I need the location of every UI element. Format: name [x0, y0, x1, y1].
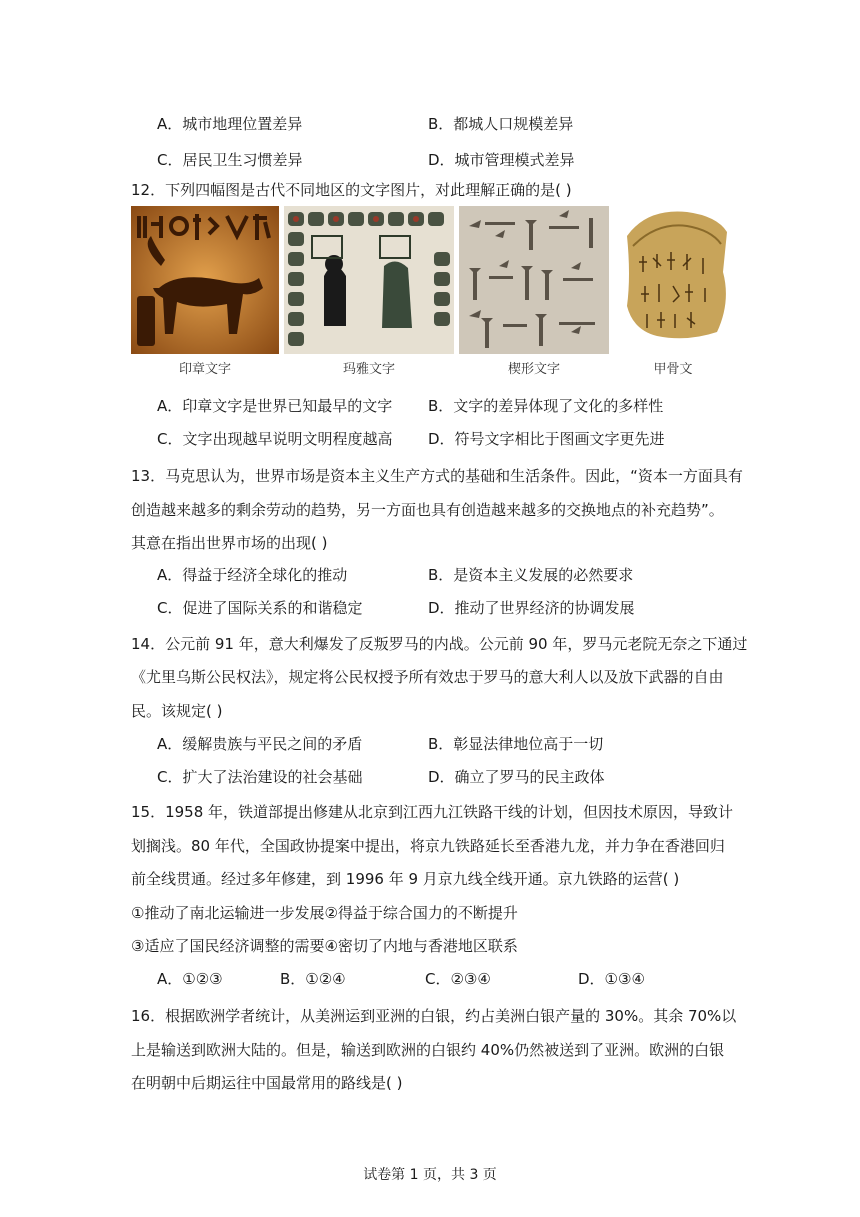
q15-option-a: A．①②③ [157, 970, 223, 988]
q12-option-b: B．文字的差异体现了文化的多样性 [428, 397, 664, 415]
q12-caption-4: 甲骨文 [653, 362, 693, 377]
q13-line-1: 13．马克思认为，世界市场是资本主义生产方式的基础和生活条件。因此，“资本一方面具有 [131, 467, 743, 485]
q12-stem: 12．下列四幅图是古代不同地区的文字图片，对此理解正确的是( ) [131, 181, 572, 199]
q16-line-3: 在明朝中后期运往中国最常用的路线是( ) [131, 1074, 403, 1092]
q11-option-a: A．城市地理位置差异 [157, 115, 303, 133]
q15-line-1: 15．1958 年，铁道部提出修建从北京到江西九江铁路干线的计划，但因技术原因，导致计 [131, 803, 734, 821]
page-footer: 试卷第 1 页，共 3 页 [363, 1167, 497, 1183]
cuneiform-image [459, 206, 609, 354]
q13-option-d: D．推动了世界经济的协调发展 [428, 599, 635, 617]
q12-option-a: A．印章文字是世界已知最早的文字 [157, 397, 393, 415]
q15-line-3: 前全线贯通。经过多年修建，到 1996 年 9 月京九线全线开通。京九铁路的运营( ) [131, 870, 680, 888]
q13-line-3: 其意在指出世界市场的出现( ) [131, 534, 328, 552]
maya-script-image [284, 206, 454, 354]
q14-option-a: A．缓解贵族与平民之间的矛盾 [157, 735, 363, 753]
q14-option-b: B．彰显法律地位高于一切 [428, 735, 604, 753]
q13-line-2: 创造越来越多的剩余劳动的趋势，另一方面也具有创造越来越多的交换地点的补充趋势”。 [131, 501, 724, 519]
q12-caption-2: 玛雅文字 [342, 362, 395, 377]
q12-caption-1: 印章文字 [178, 362, 231, 377]
q14-line-3: 民。该规定( ) [131, 702, 223, 720]
q14-option-c: C．扩大了法治建设的社会基础 [157, 768, 363, 786]
q14-line-2: 《尤里乌斯公民权法》，规定将公民权授予所有效忠于罗马的意大利人以及放下武器的自由 [131, 668, 724, 686]
q12-option-c: C．文字出现越早说明文明程度越高 [157, 430, 393, 448]
q13-option-a: A．得益于经济全球化的推动 [157, 566, 348, 584]
q15-statement-1: ①推动了南北运输进一步发展②得益于综合国力的不断提升 [131, 904, 518, 922]
q15-option-b: B．①②④ [280, 970, 346, 988]
seal-script-image [131, 206, 279, 354]
q11-option-d: D．城市管理模式差异 [428, 151, 575, 169]
q12-option-d: D．符号文字相比于图画文字更先进 [428, 430, 665, 448]
q13-option-b: B．是资本主义发展的必然要求 [428, 566, 634, 584]
q13-option-c: C．促进了国际关系的和谐稳定 [157, 599, 363, 617]
q12-image-row [131, 206, 733, 378]
q16-line-1: 16．根据欧洲学者统计，从美洲运到亚洲的白银，约占美洲白银产量的 30%。其余 70%以 [131, 1007, 737, 1025]
q11-option-c: C．居民卫生习惯差异 [157, 151, 303, 169]
q12-caption-3: 楔形文字 [507, 362, 560, 377]
q15-line-2: 划搁浅。80 年代，全国政协提案中提出，将京九铁路延长至香港九龙，并力争在香港回归 [131, 837, 725, 855]
q14-line-1: 14．公元前 91 年，意大利爆发了反叛罗马的内战。公元前 90 年，罗马元老院无奈之下通过 [131, 635, 748, 653]
q16-line-2: 上是输送到欧洲大陆的。但是，输送到欧洲的白银约 40%仍然被送到了亚洲。欧洲的白银 [131, 1041, 725, 1059]
q11-option-b: B．都城人口规模差异 [428, 115, 574, 133]
q15-statement-2: ③适应了国民经济调整的需要④密切了内地与香港地区联系 [131, 937, 518, 955]
q15-option-d: D．①③④ [578, 970, 645, 988]
oracle-bone-image [613, 206, 733, 354]
q15-option-c: C．②③④ [425, 970, 491, 988]
q14-option-d: D．确立了罗马的民主政体 [428, 768, 605, 786]
